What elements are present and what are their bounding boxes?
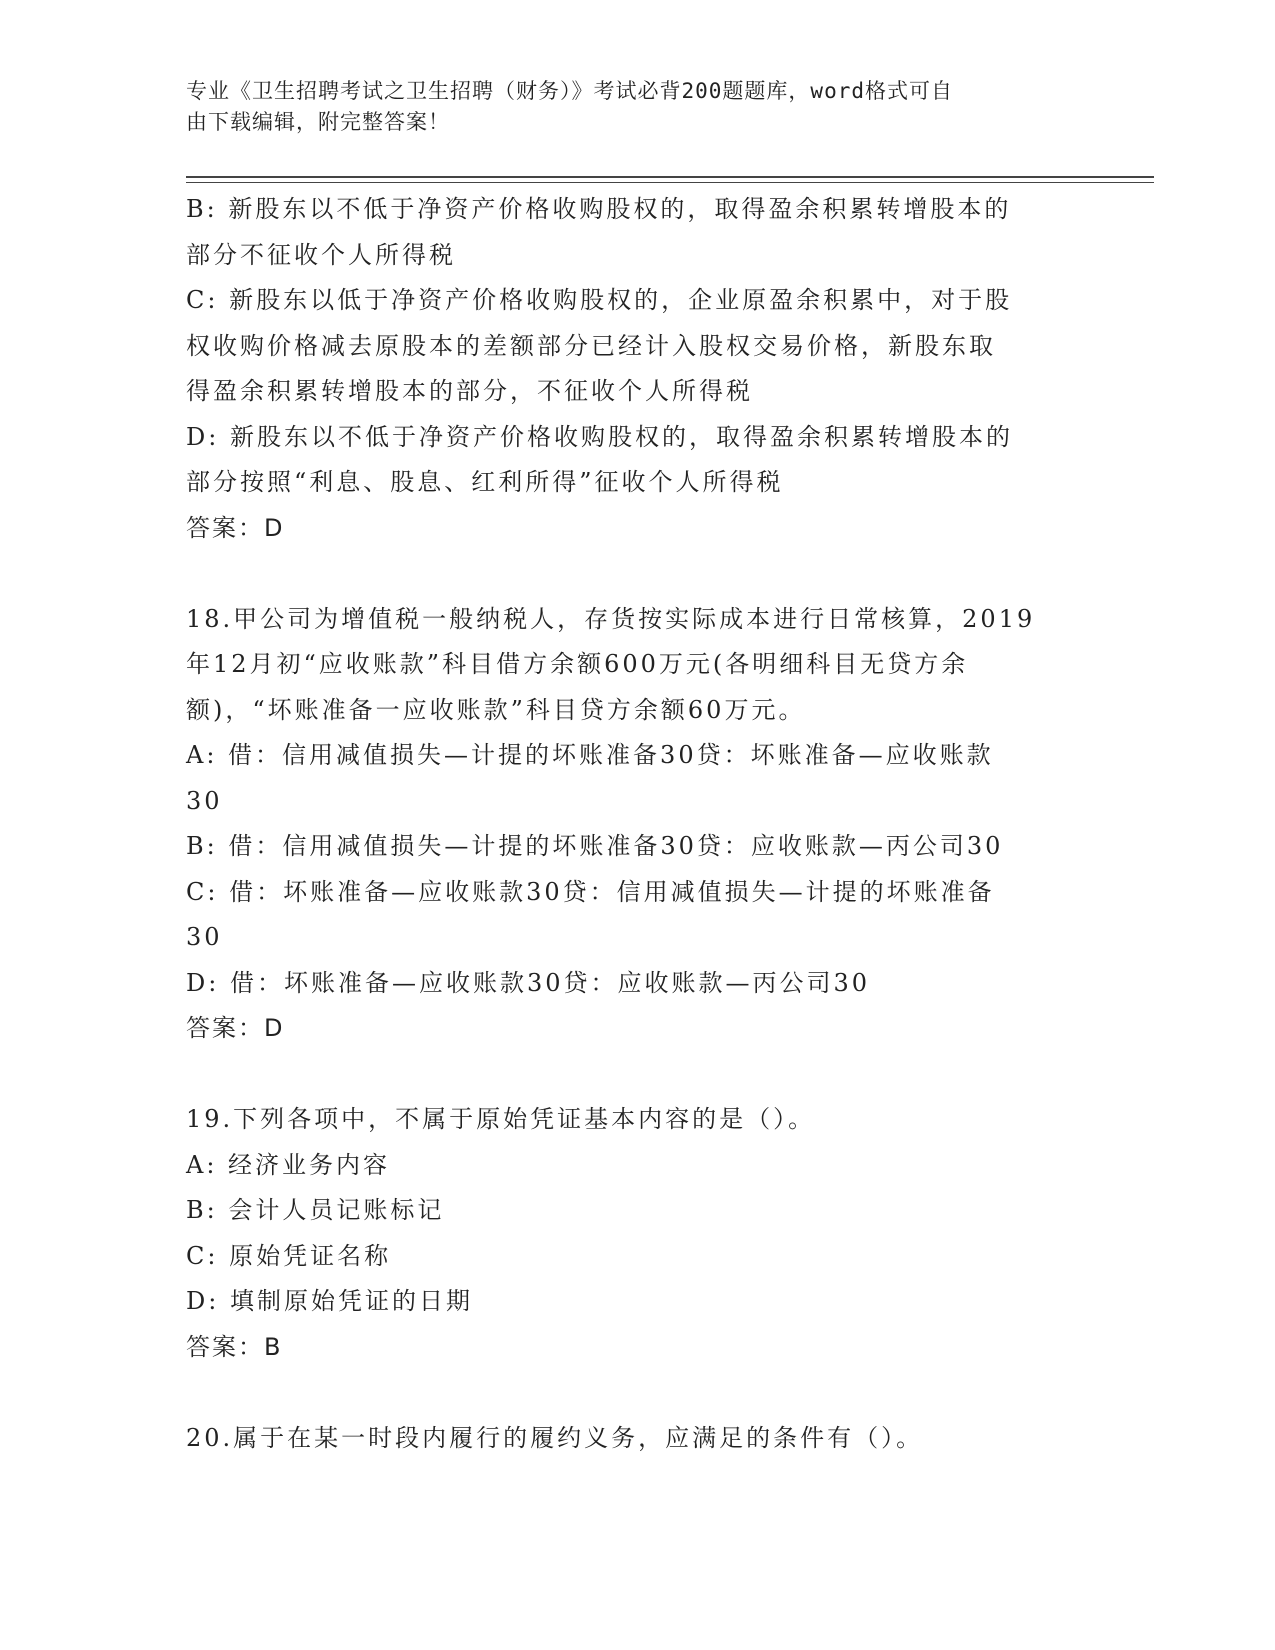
question-20 <box>186 1416 1076 1462</box>
header-rule-thin <box>186 182 1154 183</box>
header-line: 专业《卫生招聘考试之卫生招聘（财务）》考试必背200题题库，word格式可自 <box>186 79 953 103</box>
question-stem: 年12月初“应收账款”科目借方余额600万元(各明细科目无贷方余 <box>186 650 969 678</box>
question-stem: 19.下列各项中，不属于原始凭证基本内容的是（）。 <box>186 1105 816 1133</box>
option-a: 30 <box>186 786 223 815</box>
document-header <box>186 76 1066 138</box>
option-c: C: 新股东以低于净资产价格收购股权的，企业原盈余积累中，对于股 <box>186 286 1013 314</box>
option-d: D: 填制原始凭证的日期 <box>186 1287 473 1315</box>
question-content <box>186 187 1076 1461</box>
answer: 答案：D <box>186 513 285 542</box>
option-d: D: 新股东以不低于净资产价格收购股权的，取得盈余积累转增股本的 <box>186 422 1013 451</box>
option-c: C: 原始凭证名称 <box>186 1241 392 1270</box>
option-b: B: 新股东以不低于净资产价格收购股权的，取得盈余积累转增股本的 <box>186 195 1012 223</box>
header-rule-thick <box>186 176 1154 178</box>
option-c: 30 <box>186 923 223 951</box>
answer: 答案：D <box>186 1014 285 1042</box>
option-b: B: 会计人员记账标记 <box>186 1196 445 1224</box>
option-b: B: 借：信用减值损失—计提的坏账准备30贷：应收账款—丙公司30 <box>186 832 1004 860</box>
question-17 <box>186 187 1076 551</box>
option-a: A: 借：信用减值损失—计提的坏账准备30贷：坏账准备—应收账款 <box>186 741 994 769</box>
option-c: 权收购价格减去原股本的差额部分已经计入股权交易价格，新股东取 <box>186 331 996 360</box>
option-c: 得盈余积累转增股本的部分，不征收个人所得税 <box>186 377 753 405</box>
question-18 <box>186 597 1076 1052</box>
question-stem: 额)，“坏账准备一应收账款”科目贷方余额60万元。 <box>186 695 806 724</box>
header-line: 由下载编辑，附完整答案！ <box>186 110 450 134</box>
option-d: D: 借：坏账准备—应收账款30贷：应收账款—丙公司30 <box>186 968 871 997</box>
question-stem: 20.属于在某一时段内履行的履约义务，应满足的条件有（）。 <box>186 1423 924 1452</box>
question-19 <box>186 1097 1076 1370</box>
option-a: A: 经济业务内容 <box>186 1150 391 1179</box>
answer: 答案：B <box>186 1332 283 1361</box>
option-d: 部分按照“利息、股息、红利所得”征收个人所得税 <box>186 468 784 496</box>
option-c: C: 借：坏账准备—应收账款30贷：信用减值损失—计提的坏账准备 <box>186 877 995 906</box>
question-stem: 18.甲公司为增值税一般纳税人，存货按实际成本进行日常核算，2019 <box>186 604 1036 633</box>
option-b: 部分不征收个人所得税 <box>186 240 456 269</box>
